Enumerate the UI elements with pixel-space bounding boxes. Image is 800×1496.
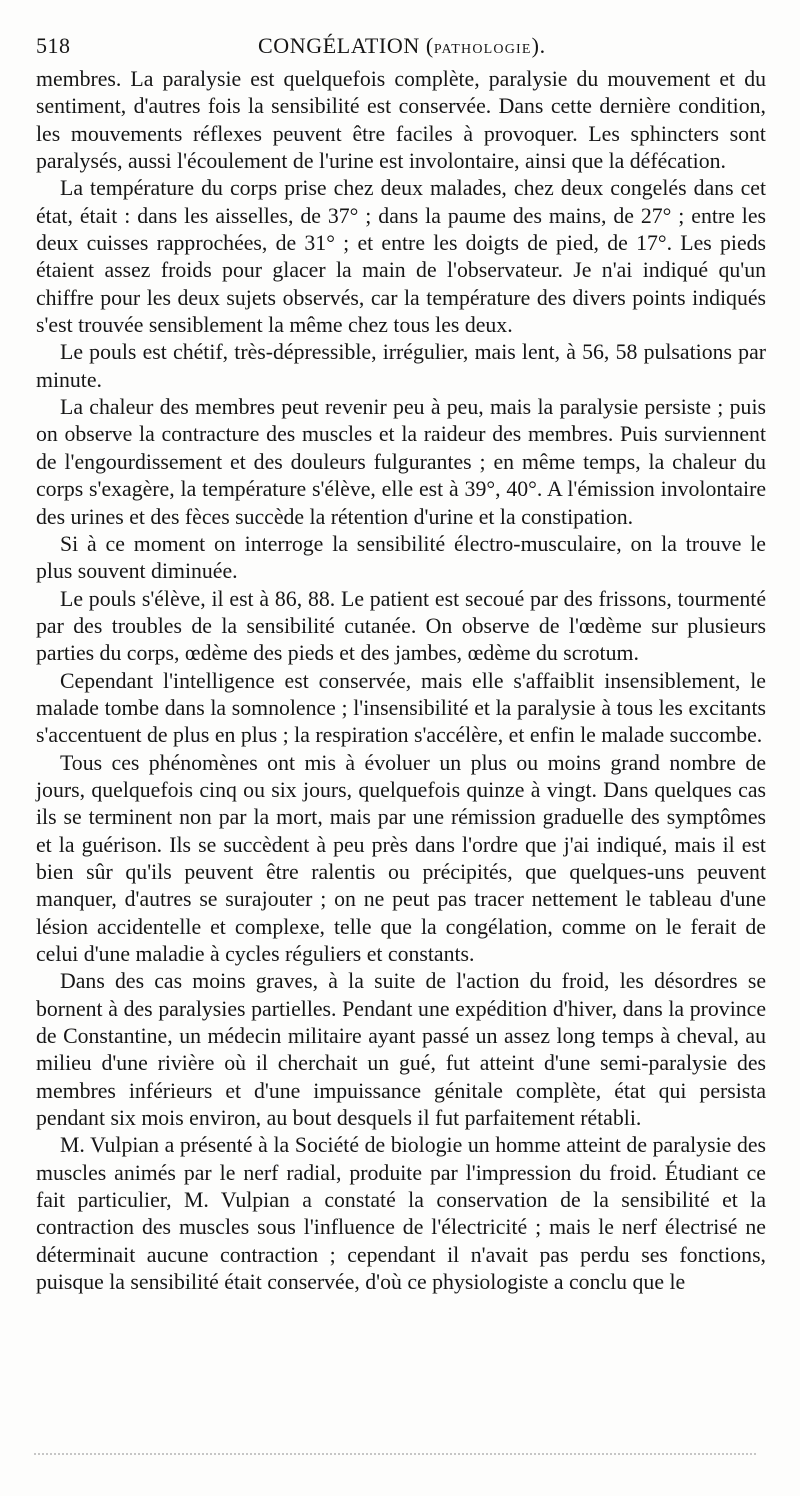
paragraph: Le pouls s'élève, il est à 86, 88. Le patient est secoué par des frissons, tourmenté par des troubles de la sensibilité cutanée. On observe de l'œdème sur plusieurs parties du corps, œdème des pieds et des jambes, œdème du scrotum. (36, 586, 766, 666)
paragraph-continued: membres. La paralysie est quelquefois complète, paralysie du mouvement et du sentiment, d'autres fois la sensibilité est conservée. Dans cette dernière condition, les mouvements réflexes peuvent être faciles à provoquer. Les sphincters sont paralysés, aussi l'écoulement de l'urine est involontaire, ainsi que la défécation. (36, 67, 766, 174)
paragraph: Dans des cas moins graves, à la suite de l'action du froid, les désordres se bornent à des paralysies partielles. Pendant une expédition d'hiver, dans la province de Constantine, un médecin militaire ayant passé un assez long temps à cheval, au milieu d'une rivière où il cherchait un gué, fut atteint d'une semi-paralysie des membres inférieurs et d'une impuissance génitale complète, état qui persista pendant six mois environ, au bout desquels il fut parfaitement rétabli. (36, 969, 766, 1131)
paragraph: Tous ces phénomènes ont mis à évoluer un plus ou moins grand nombre de jours, quelquefois cinq ou six jours, quelquefois quinze à vingt. Dans quelques cas ils se terminent non par la mort, mais par une rémission graduelle des symptômes et la guérison. Ils se succèdent à peu près dans l'ordre que j'ai indiqué, mais il est bien sûr qu'ils peuvent être ralentis ou précipités, que quelques-uns peuvent manquer, d'autres se surajouter ; on ne peut pas tracer nettement le tableau d'une lésion accidentelle et complexe, telle que la congélation, comme on le ferait de celui d'une maladie à cycles réguliers et constants. (36, 750, 766, 966)
paragraph: Cependant l'intelligence est conservée, mais elle s'affaiblit insensiblement, le malade tombe dans la somnolence ; l'insensibilité et la paralysie à tous les excitants s'accentuent de plus en plus ; la respiration s'accélère, et enfin le malade succombe. (36, 668, 766, 748)
running-head-subtitle: PATHOLOGIE (433, 42, 532, 57)
body-text (36, 66, 766, 1296)
paragraph: Si à ce moment on interroge la sensibilité électro-musculaire, on la trouve le plus souvent diminuée. (36, 531, 766, 584)
paragraph: Le pouls est chétif, très-dépressible, irrégulier, mais lent, à 56, 58 pulsations par minute. (36, 340, 766, 392)
paragraph: La chaleur des membres peut revenir peu à peu, mais la paralysie persiste ; puis on observe la contracture des muscles et la raideur des membres. Puis surviennent de l'engourdissement et des douleurs fulgurantes ; en même temps, la chaleur du corps s'exagère, la température s'élève, elle est à 39°, 40°. A l'émission involontaire des urines et des fèces succède la rétention d'urine et la constipation. (36, 395, 766, 529)
paragraph: La température du corps prise chez deux malades, chez deux congelés dans cet état, était : dans les aisselles, de 37° ; dans la paume des mains, de 27° ; entre les deux cuisses rapprochées, de 31° ; et entre les doigts de pied, de 17°. Les pieds étaient assez froids pour glacer la main de l'observateur. Je n'ai indiqué qu'un chiffre pour les deux sujets observés, car la température des divers points indiqués s'est trouvée sensiblement la même chez tous les deux. (36, 176, 766, 338)
running-head (258, 30, 546, 66)
running-head-close: ). (531, 33, 546, 58)
running-head-title: CONGÉLATION ( (258, 33, 434, 58)
page-number: 518 (36, 33, 71, 58)
footer-rule (34, 1453, 756, 1455)
page-header (36, 30, 766, 62)
paragraph: M. Vulpian a présenté à la Société de biologie un homme atteint de paralysie des muscles animés par le nerf radial, produite par l'impression du froid. Étudiant ce fait particulier, M. Vulpian a constaté la conservation de la sensibilité et la contraction des muscles sous l'influence de l'électricité ; mais le nerf électrisé ne déterminait aucune contraction ; cependant il n'avait pas perdu ses fonctions, puisque la sensibilité était conservée, d'où ce physiologiste a conclu que le (36, 1133, 766, 1295)
